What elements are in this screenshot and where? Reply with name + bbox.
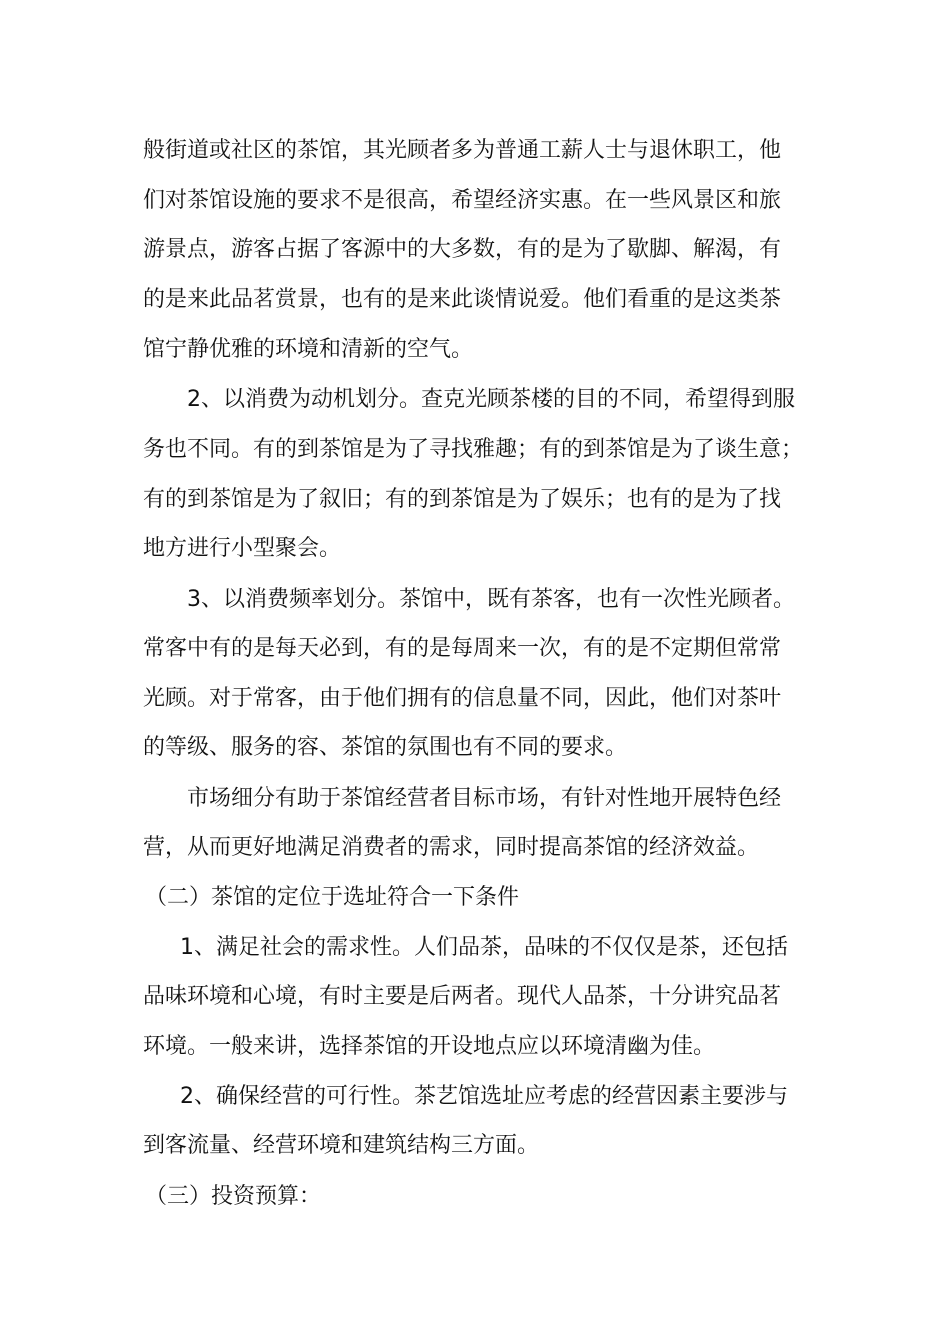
text-line: 地方进行小型聚会。 [143, 536, 342, 561]
text-line: 的等级、服务的容、茶馆的氛围也有不同的要求。 [143, 735, 628, 760]
paragraph-start-line: 市场细分有助于茶馆经营者目标市场，有针对性地开展特色经 [187, 786, 782, 811]
text-line: 常客中有的是每天必到，有的是每周来一次，有的是不定期但常常 [143, 636, 782, 661]
text-line: 馆宁静优雅的环境和清新的空气。 [143, 337, 474, 362]
text-line: 到客流量、经营环境和建筑结构三方面。 [143, 1133, 540, 1158]
paragraph-start-line: 3、以消费频率划分。茶馆中，既有茶客，也有一次性光顾者。 [187, 587, 795, 612]
section-heading: （二）茶馆的定位于选址符合一下条件 [145, 885, 520, 910]
paragraph-start-line: 2、确保经营的可行性。茶艺馆选址应考虑的经营因素主要涉与 [180, 1084, 788, 1109]
paragraph-start-line: 1、满足社会的需求性。人们品茶，品味的不仅仅是茶，还包括 [180, 935, 788, 960]
text-line: 们对茶馆设施的要求不是很高，希望经济实惠。在一些风景区和旅 [143, 188, 782, 213]
text-line: 游景点，游客占据了客源中的大多数，有的是为了歇脚、解渴，有 [143, 237, 782, 262]
text-line: 品味环境和心境，有时主要是后两者。现代人品茶，十分讲究品茗 [143, 984, 782, 1009]
text-line: 有的到茶馆是为了叙旧；有的到茶馆是为了娱乐；也有的是为了找 [143, 487, 782, 512]
text-line: 营，从而更好地满足消费者的需求，同时提高茶馆的经济效益。 [143, 835, 760, 860]
text-line: 环境。一般来讲，选择茶馆的开设地点应以环境清幽为佳。 [143, 1034, 716, 1059]
paragraph-start-line: 2、以消费为动机划分。查克光顾茶楼的目的不同，希望得到服 [187, 387, 795, 412]
text-line: 般街道或社区的茶馆，其光顾者多为普通工薪人士与退休职工，他 [143, 138, 782, 163]
text-line: 务也不同。有的到茶馆是为了寻找雅趣；有的到茶馆是为了谈生意； [143, 437, 804, 462]
section-heading: （三）投资预算： [145, 1184, 322, 1209]
text-line: 的是来此品茗赏景，也有的是来此谈情说爱。他们看重的是这类茶 [143, 287, 782, 312]
text-line: 光顾。对于常客，由于他们拥有的信息量不同，因此，他们对茶叶 [143, 686, 782, 711]
